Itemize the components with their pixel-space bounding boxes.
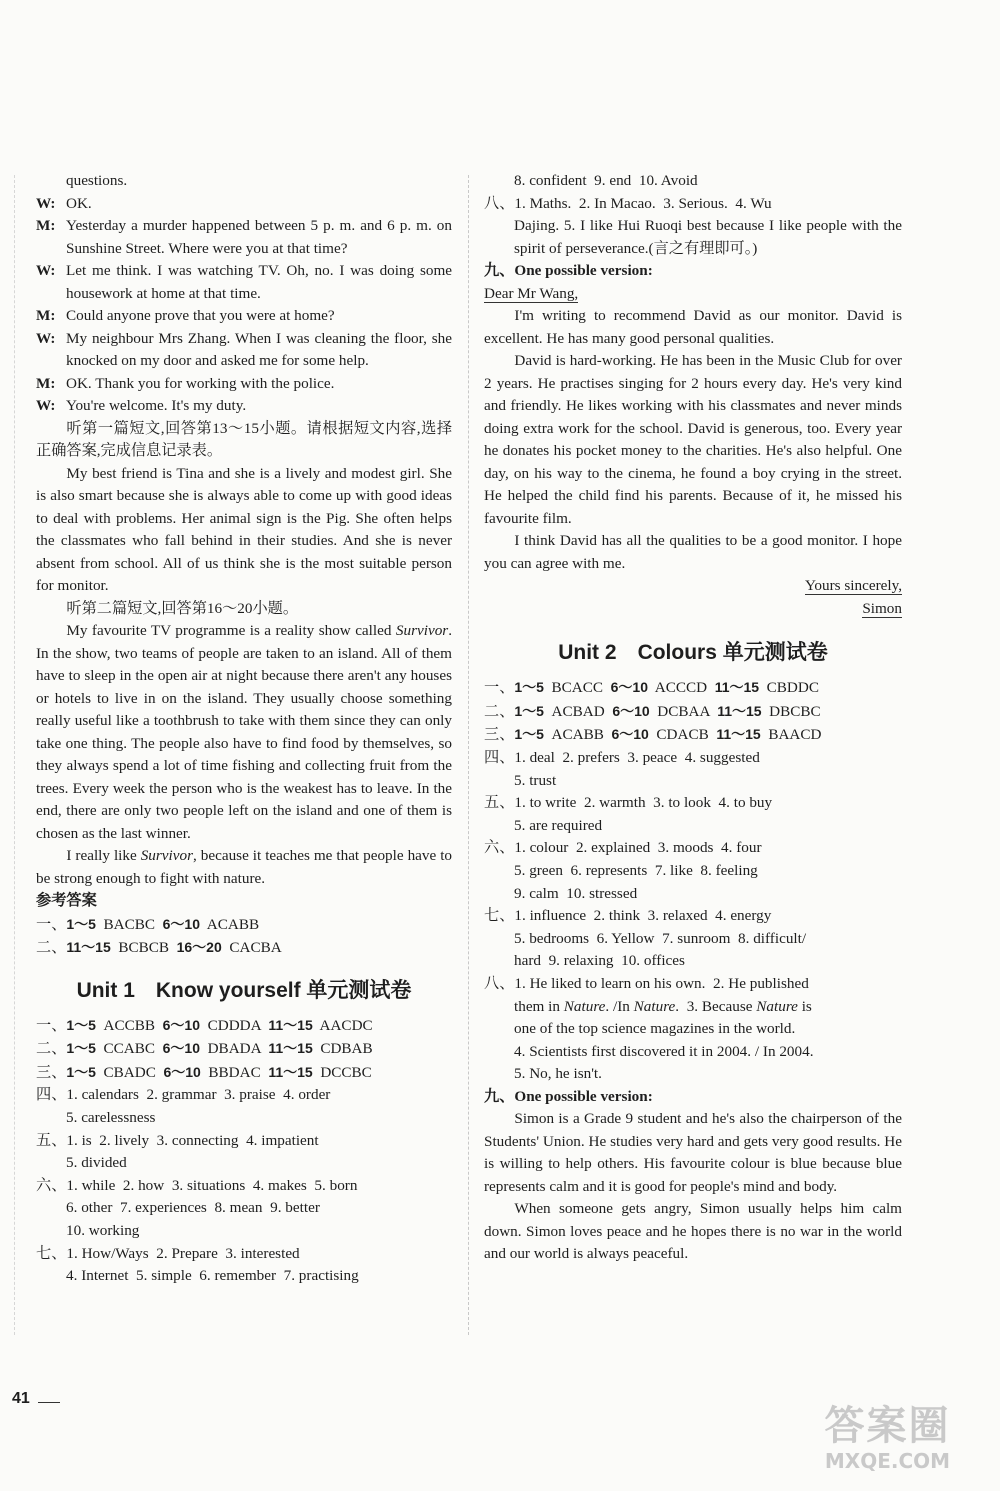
answer-row: 二、1～5 CCABC 6～10 DBADA 11～15 CDBAB [36, 1040, 373, 1058]
answer-line: one of the top science magazines in the world. [514, 1020, 796, 1038]
answer-row: 二、1～5 ACBAD 6～10 DCBAA 11～15 DBCBC [484, 702, 821, 720]
answer-line: 5. bedrooms 6. Yellow 7. sunroom 8. difficult/ [514, 929, 807, 947]
answer-line: them in Nature. /In Nature. 3. Because Nature is [514, 997, 812, 1015]
answer-line: 六、1. colour 2. explained 3. moods 4. four [484, 839, 762, 857]
writing-heading: 九、One possible version: [484, 1087, 653, 1105]
answer-line: 八、1. He liked to learn on his own. 2. He published [484, 974, 809, 992]
page-number-dash [38, 1402, 60, 1403]
dialog-line: questions. [66, 172, 128, 189]
dialog-line: W: OK. [36, 194, 92, 212]
letter-closing: Yours sincerely, [804, 577, 902, 595]
answer-line: hard 9. relaxing 10. offices [514, 952, 685, 970]
answer-row: 三、1～5 ACABB 6～10 CDACB 11～15 BAACD [484, 726, 822, 744]
answer-row: 一、1～5 BACBC 6～10 ACABB [36, 915, 260, 933]
column-divider [468, 175, 469, 1335]
answer-line: 6. other 7. experiences 8. mean 9. better [66, 1199, 320, 1217]
dialog-line: W: Let me think. I was watching TV. Oh, no. I was doing some housework at home at that time. [36, 262, 452, 302]
dialog-line: M: OK. Thank you for working with the police. [36, 374, 335, 392]
letter-paragraph: I think David has all the qualities to be a good monitor. I hope you can agree with me. [484, 532, 902, 572]
dialog-line: W: You're welcome. It's my duty. [36, 397, 247, 414]
passage-3: I really like Survivor, because it teaches me that people have to be strong enough to fight with nature. [36, 847, 453, 887]
letter-signature: Simon [862, 599, 902, 617]
answer-line: 四、1. calendars 2. grammar 3. praise 4. order [36, 1086, 331, 1104]
answer-line: 8. confident 9. end 10. Avoid [514, 172, 698, 189]
page-number: 41 [12, 1390, 30, 1407]
answer-line: 五、1. to write 2. warmth 3. to look 4. to buy [484, 794, 773, 812]
right-column [484, 170, 902, 1266]
answer-line: 七、1. How/Ways 2. Prepare 3. interested [36, 1244, 300, 1262]
answer-line: 4. Scientists first discovered it in 2004. / In 2004. [514, 1042, 814, 1060]
answer-line: 八、1. Maths. 2. In Macao. 3. Serious. 4. Wu [484, 194, 772, 212]
left-column [36, 170, 452, 1288]
essay-paragraph: Simon is a Grade 9 student and he's also the chairperson of the Students' Union. He studies very hard and gets very good results. He is willing to help others. His favourite colour is blue because blue represents calm and it is good for people's mind and body. [484, 1110, 902, 1195]
answer-line: 四、1. deal 2. prefers 3. peace 4. suggested [484, 748, 760, 766]
answer-line: 4. Internet 5. simple 6. remember 7. practising [66, 1267, 359, 1285]
answer-line: 5. trust [514, 771, 557, 789]
dialog-line: M: Could anyone prove that you were at home? [36, 307, 335, 324]
answer-row: 三、1～5 CBADC 6～10 BBDAC 11～15 DCCBC [36, 1063, 372, 1081]
answer-line: 5. No, he isn't. [514, 1065, 602, 1083]
watermark-logo: 答案圈 MXQE.COM [824, 1403, 951, 1473]
answer-row: 二、11～15 BCBCB 16～20 CACBA [36, 939, 282, 957]
dialog [36, 170, 452, 418]
letter-paragraph: David is hard-working. He has been in the Music Club for over 2 years. He practises singing for 2 hours every day. He's very kind and friendly. He likes working with his classmates and never minds doing extra work for the school. David is generous, too. Every year he donates his pocket money to the charities. He's also helpful. One day, on his way to the cinema, he found a boy crying in the street. He helped the child find his parents. Because of it, he missed his favourite film. [484, 352, 902, 527]
letter-paragraph: I'm writing to recommend David as our monitor. David is excellent. He has many good personal qualities. [484, 307, 902, 347]
answer-line: 10. working [66, 1222, 140, 1240]
passage-2: My favourite TV programme is a reality show called Survivor. In the show, two teams of people are taken to an island. All of them have to sleep in the open air at night because there aren't any houses or hotels to live in on the island. They usually choose something really useful like a toothbrush to take with them since they can only take one thing. The people also have to find food by themselves, so they always spend a lot of time fishing and collecting fruit from the trees. Every week the person who is the weakest has to leave. In the end, there are only two people left on the island and one of them is chosen as the last winner. [36, 622, 452, 842]
answer-row: 一、1～5 BCACC 6～10 ACCCD 11～15 CBDDC [484, 679, 819, 697]
answer-line: 5. carelessness [66, 1109, 156, 1127]
letter-greeting: Dear Mr Wang, [484, 284, 579, 302]
passage-1: My best friend is Tina and she is a lively and modest girl. She is also smart because she is always able to come up with good ideas to deal with problems. Her animal sign is the Pig. She often helps the classmates who fall behind in their studies. And she is never absent from school. All of us think she is the most suitable person for monitor. [36, 464, 452, 594]
answer-line: 六、1. while 2. how 3. situations 4. makes 5. born [36, 1176, 358, 1194]
writing-heading: 九、One possible version: [484, 262, 653, 280]
answer-line: 五、1. is 2. lively 3. connecting 4. impatient [36, 1131, 319, 1149]
essay-paragraph: When someone gets angry, Simon usually helps him calm down. Simon loves peace and he hopes there is no war in the world and our world is always peaceful. [484, 1200, 902, 1263]
answer-line: 5. green 6. represents 7. like 8. feeling [514, 861, 758, 879]
answer-line: Dajing. 5. I like Hui Ruoqi best because I like people with the spirit of perseverance.(言之有理即可。) [514, 217, 902, 257]
listening-instruction-2: 听第二篇短文,回答第16～20小题。 [66, 599, 298, 617]
dialog-line: W: My neighbour Mrs Zhang. When I was cleaning the floor, she knocked on my door and asked me for some help. [36, 329, 452, 369]
dialog-line: M: Yesterday a murder happened between 5 p. m. and 6 p. m. on Sunshine Street. Where were you at that time? [36, 217, 452, 257]
listening-instruction-1: 听第一篇短文,回答第13～15小题。请根据短文内容,选择正确答案,完成信息记录表。 [36, 419, 452, 459]
reference-answers-heading: 参考答案 [36, 892, 97, 909]
answer-line: 9. calm 10. stressed [514, 884, 638, 902]
unit-1-title: Unit 1 Know yourself 单元测试卷 [76, 978, 412, 1002]
answer-line: 5. divided [66, 1154, 127, 1172]
answer-line: 5. are required [514, 816, 603, 834]
unit-2-title: Unit 2 Colours 单元测试卷 [558, 641, 828, 665]
page-edge [14, 175, 15, 1335]
answer-line: 七、1. influence 2. think 3. relaxed 4. energy [484, 907, 772, 925]
answer-row: 一、1～5 ACCBB 6～10 CDDDA 11～15 AACDC [36, 1016, 373, 1034]
